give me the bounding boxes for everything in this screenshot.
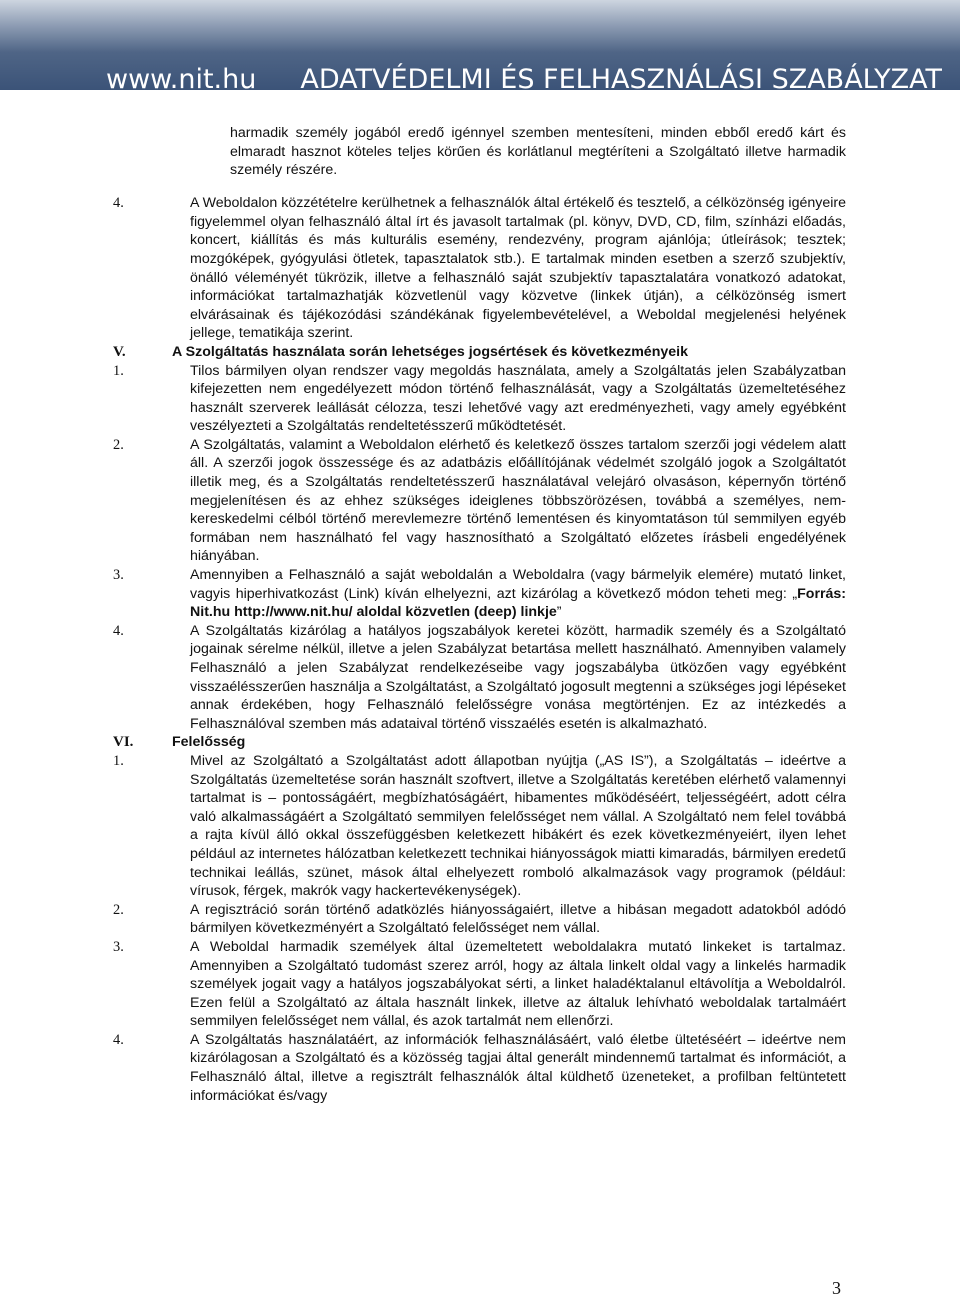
list-item xyxy=(113,566,846,622)
item-number: 4. xyxy=(113,195,124,212)
item-number: 3. xyxy=(113,567,124,584)
item-number: 4. xyxy=(113,622,124,639)
item-number: 2. xyxy=(113,901,124,918)
item-number: 1. xyxy=(113,752,124,769)
item-text-end: ” xyxy=(556,604,562,621)
document-body xyxy=(113,110,846,1105)
item-text: A Szolgáltatás, valamint a Weboldalon elérhető és keletkező összes tartalom szerzői jogi védelem alatt áll. A szerzői jogok összessége és az adatbázis előállítójának védelmét szolgáló jogok a Szolgáltatót illetik meg, és a Szolgáltatás rendeltetésszerű használatával velejáró olvasáson, képernyőn történő megjelenítésen és az ehhez szükséges ideiglenes többszörözésen, továbbá a személyes, nem-kereskedelmi célból történő merevlemezre történő lementésen és kinyomtatáson túl semmilyen egyéb formában nem használható fel vagy hasznosítható a Szolgáltató előzetes írásbeli engedélyének hiányában. xyxy=(190,436,846,565)
list-item xyxy=(113,752,846,901)
item-text: A Weboldalon közzétételre kerülhetnek a felhasználók által értékelő és tesztelő, a célközönség igényeire figyelemmel olyan felhasználó által írt és javasolt tartalmak (pl. könyv, DVD, CD, film, színházi előadás, koncert, kiállítás és más kulturális esemény, rendezvény, program ajánlója; útleírások; tesztek; mozgóképek, gyógyulási ötletek, tapasztalatok stb.). E tartalmak minden esetben a szerző szubjektív, önálló véleményét tükrözik, illetve a felhasználó saját szubjektív tapasztalatára vonatkozó adatokat, információkat tartalmazhatják közvetlenül vagy közvetve (linkek útján), a célközönség ismert elvárásainak és tájékozódási szándékának figyelembevételével, a Weboldal megjelenési helyének jellege, tematikája szerint. xyxy=(190,195,846,342)
section-title: Felelősség xyxy=(172,734,246,751)
header-banner xyxy=(0,0,960,90)
section-heading xyxy=(113,733,846,752)
page-number: 3 xyxy=(832,1278,841,1298)
list-item xyxy=(113,901,846,938)
item-number: 1. xyxy=(113,362,124,379)
list-item xyxy=(113,938,846,1031)
list-item xyxy=(113,1031,846,1105)
list-item xyxy=(113,436,846,566)
item-number: 3. xyxy=(113,938,124,955)
item-text: A Szolgáltatás használatáért, az információk felhasználásáért, való életbe ültetéséért – ideértve nem kizárólagosan a Szolgáltató és a közösség tagjai által generált mindennemű tartalmat és információt, a Felhasználó által, illetve a regisztrált felhasználók által küldhető üzeneteket, a profilban feltüntetett információkat és/vagy xyxy=(190,1031,846,1104)
item-text: Mivel az Szolgáltató a Szolgáltatást adott állapotban nyújtja („AS IS”), a Szolgáltatás – ideértve a Szolgáltatás üzemeltetése során használt szoftvert, illetve a Szolgáltatás keretében elérhető valamennyi tartalmat is – pontosságáért, megbízhatóságáért, hibamentes működéséért, teljességéért, adott célra való alkalmasságáért a Szolgáltató semmilyen felelősséget nem vállal. A Szolgáltató nem felel továbbá a rajta kívül álló okkal összefüggésben keletkezett hibákért és ezek következményeiért, ilyen lehet például az internetes hálózatban keletkezett technikai hiányosságok miatti kimaradás, bármilyen eredetű technikai leállás, szünet, mások által elhelyezett romboló alkalmazások vagy programok (például: vírusok, férgek, makrók vagy hackertevékenységek). xyxy=(190,752,846,900)
section-heading xyxy=(113,343,846,362)
section-title: A Szolgáltatás használata során lehetséges jogsértések és következményeik xyxy=(172,343,688,360)
item-text xyxy=(190,566,846,622)
section-numeral: VI. xyxy=(113,734,134,751)
item-text: Tilos bármilyen olyan rendszer vagy megoldás használata, amely a Szolgáltatás jelen Szabályzatban kifejezetten nem engedélyezett módon történő felhasználását, vagy a Szolgáltatás üzemeltetéséhez használt szerverek leállását célozza, teszi lehetővé vagy azt eredményezheti, vagy amely egyébként veszélyezteti a Szolgáltatás rendeltetésszerű működtetését. xyxy=(190,362,846,435)
item-number: 4. xyxy=(113,1031,124,1048)
item-text: A regisztráció során történő adatközlés hiányosságaiért, illetve a hibásan megadott adatokból adódó bármilyen következményért a Szolgáltató felelősséget nem vállal. xyxy=(190,901,846,937)
list-item xyxy=(113,194,846,343)
source-link-text: Forrás: Nit.hu http://www.nit.hu/ aloldal közvetlen (deep) linkje xyxy=(190,585,846,621)
header-title: ADATVÉDELMI ÉS FELHASZNÁLÁSI SZABÁLYZAT xyxy=(300,64,942,90)
section-numeral: V. xyxy=(113,343,126,360)
list-item xyxy=(113,362,846,436)
continued-paragraph: harmadik személy jogából eredő igénnyel szemben mentesíteni, minden ebből eredő kárt és elmaradt hasznot köteles teljes körűen és korlátlanul megtéríteni a Szolgáltató illetve harmadik személy részére. xyxy=(230,125,846,179)
item-text: A Weboldal harmadik személyek által üzemeltetett weboldalakra mutató linkeket is tartalmaz. Amennyiben a Szolgáltató tudomást szerez arról, hogy az általa linkelt oldal vagy a linkelés harmadik személyek jogait vagy a hatályos jogszabályokat sérti, a linket haladéktalanul eltávolítja a Weboldalról. Ezen felül a Szolgáltató az általa használt linkek, illetve az általuk lehívható weboldalak tartalmáért semmilyen felelősséget nem vállal, és azok tartalmát nem ellenőrzi. xyxy=(190,938,846,1030)
header-site: www.nit.hu xyxy=(106,64,257,90)
list-item xyxy=(113,622,846,734)
item-text: A Szolgáltatás kizárólag a hatályos jogszabályok keretei között, harmadik személy és a Szolgáltató jogainak sérelme nélkül, illetve a jelen Szabályzat betartása mellett használható. Amennyiben valamely Felhasználó a jelen Szabályzat rendelkezéseibe vagy jogszabályba ütközően vagy egyébként visszaélésszerűen használja a Szolgáltatást, a Szolgáltató jogosult megtenni a szükséges jogi lépéseket annak érdekében, hogy Felhasználó felelősségre vonása megtörténjen. Ez az intézkedés a Felhasználóval szemben más adataival történő visszaélés esetén is alkalmazható. xyxy=(190,622,846,732)
header-text xyxy=(106,60,942,90)
item-text-start: Amennyiben a Felhasználó a saját weboldalán a Weboldalra (vagy bármelyik elemére) mutató linket, vagyis hiperhivatkozást (Link) kíván elhelyezni, azt kizárólag a következő módon teheti meg: „ xyxy=(190,567,846,602)
item-number: 2. xyxy=(113,436,124,453)
